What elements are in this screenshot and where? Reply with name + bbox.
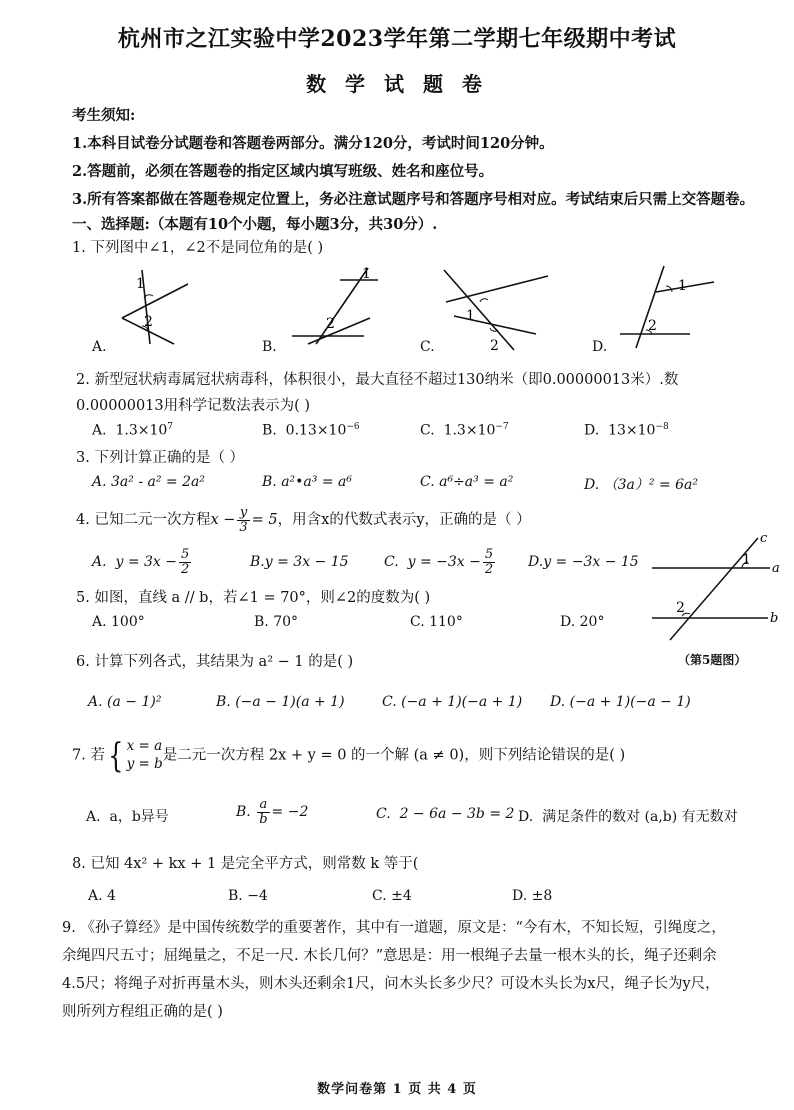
q4-option-d: D.y = −3x − 15 xyxy=(528,554,639,570)
q3-option-c: C. a⁶÷a³ = a² xyxy=(420,474,514,490)
q2-option-a: A. $1.3\times 10^7$ xyxy=(92,422,174,439)
exam-title: 杭州市之江实验中学2023学年第二学期七年级期中考试 xyxy=(117,26,677,52)
q1-figure-b xyxy=(292,266,378,344)
q6-option-d: D. (−a + 1)(−a − 1) xyxy=(550,694,691,710)
notice-item-3: 3.所有答案都做在答题卷规定位置上，务必注意试题序号和答题序号相对应。考试结束后只需上交答题卷。 xyxy=(72,191,755,208)
q9-line-4: 则所列方程组正确的是( ) xyxy=(62,1004,223,1020)
q5-figure xyxy=(648,532,788,644)
q5-figure-caption: （第5题图） xyxy=(678,653,747,667)
q1-figure-a xyxy=(122,270,188,344)
q4-stem: 4. 已知二元一次方程x − $\frac{y}{3}$ = 5，用含x的代数式表示y，正确的是（ ） xyxy=(76,505,531,535)
q1a-label-1: 1 xyxy=(136,276,145,292)
q1-option-a: A. xyxy=(92,339,107,355)
q9-line-3: 4.5尺；将绳子对折再量木头，则木头还剩余1尺，问木头长多少尺？可设木头长为x尺，绳子长为y尺， xyxy=(62,976,720,992)
q6-option-b: B. (−a − 1)(a + 1) xyxy=(216,694,345,710)
q6-option-a: A. (a − 1)² xyxy=(88,694,162,710)
q1a-label-2: 2 xyxy=(144,314,153,330)
q5-stem: 5. 如图，直线 a // b，若∠1 = 70°，则∠2的度数为( ) xyxy=(76,590,431,606)
page-footer: 数学问卷第 1 页 共 4 页 xyxy=(317,1082,477,1097)
q1-figures xyxy=(80,262,720,358)
q7-option-d: D. 满足条件的数对 (a,b) 有无数对 xyxy=(518,809,738,825)
q7-option-b: B. $\frac{a}{b}$ = −2 xyxy=(236,797,309,827)
notice-heading: 考生须知: xyxy=(72,107,136,124)
q8-option-a: A. 4 xyxy=(88,888,116,904)
q8-stem: 8. 已知 4x² + kx + 1 是完全平方式，则常数 k 等于( xyxy=(72,856,419,872)
q2-option-d: D. $13\times 10^{-8}$ xyxy=(584,422,669,439)
q8-option-c: C. ±4 xyxy=(372,888,412,904)
q5-option-b: B. 70° xyxy=(254,614,299,630)
q1-option-b: B. xyxy=(262,339,277,355)
q9-line-1: 9. 《孙子算经》是中国传统数学的重要著作，其中有一道题，原文是：“今有木，不知长短，引绳度之， xyxy=(62,920,726,936)
q1d-label-1: 1 xyxy=(678,278,687,294)
q3-option-d: D. （3a）² = 6a² xyxy=(584,477,698,493)
q6-stem: 6. 计算下列各式，其结果为 a² − 1 的是( ) xyxy=(76,654,354,670)
q8-option-b: B. −4 xyxy=(228,888,268,904)
q2-stem-line2: 0.00000013用科学记数法表示为( ) xyxy=(76,398,311,414)
notice-item-2: 2.答题前，必须在答题卷的指定区域内填写班级、姓名和座位号。 xyxy=(72,163,494,180)
notice-item-1: 1.本科目试卷分试题卷和答题卷两部分。满分120分，考试时间120分钟。 xyxy=(72,135,554,152)
q5-angle-2: 2 xyxy=(676,600,685,616)
q6-option-c: C. (−a + 1)(−a + 1) xyxy=(382,694,523,710)
q4-option-b: B.y = 3x − 15 xyxy=(250,554,349,570)
q1-stem: 1. 下列图中∠1，∠2不是同位角的是( ) xyxy=(72,240,324,256)
q1-option-d: D. xyxy=(592,339,608,355)
q5-option-d: D. 20° xyxy=(560,614,605,630)
q1c-label-1: 1 xyxy=(466,308,475,324)
q7-stem: 7. 若{ x = a y = b是二元一次方程 2x + y = 0 的一个解 (a ≠ 0)，则下列结论错误的是( ) xyxy=(72,735,626,776)
q5-label-b: b xyxy=(770,611,779,626)
q1b-label-2: 2 xyxy=(326,316,335,332)
q1d-label-2: 2 xyxy=(648,318,657,334)
q9-line-2: 余绳四尺五寸；屈绳量之，不足一尺. 木长几何？”意思是：用一根绳子去量一根木头的长，绳子还剩余 xyxy=(62,948,717,964)
q5-label-c: c xyxy=(760,532,768,546)
q2-stem-line1: 2. 新型冠状病毒属冠状病毒科，体积很小，最大直径不超过130纳米（即0.00000013米）.数 xyxy=(76,372,679,388)
q5-option-c: C. 110° xyxy=(410,614,463,630)
q5-angle-1: 1 xyxy=(742,552,751,568)
q2-option-b: B. $0.13\times 10^{-6}$ xyxy=(262,422,360,439)
q3-stem: 3. 下列计算正确的是（ ） xyxy=(76,450,245,466)
q3-option-b: B. a²•a³ = a⁶ xyxy=(262,474,352,490)
q1-option-c: C. xyxy=(420,339,435,355)
q5-label-a: a xyxy=(772,561,780,576)
q1b-label-1: 1 xyxy=(362,266,371,282)
q3-option-a: A. 3a² - a² = 2a² xyxy=(92,474,205,490)
q5-option-a: A. 100° xyxy=(92,614,145,630)
q8-option-d: D. ±8 xyxy=(512,888,553,904)
q1c-label-2: 2 xyxy=(490,338,499,354)
q4-option-a: A. y = 3x − $\frac{5}{2}$ xyxy=(92,547,190,577)
q4-option-c: C. y = −3x − $\frac{5}{2}$ xyxy=(384,547,494,577)
q1-figure-d xyxy=(620,266,714,348)
exam-subtitle: 数 学 试 题 卷 xyxy=(306,72,488,96)
q1-figure-c xyxy=(444,270,548,354)
section-heading: 一、选择题:（本题有10个小题，每小题3分，共30分）. xyxy=(72,216,438,233)
q7-option-c: C. 2 − 6a − 3b = 2 xyxy=(376,806,515,822)
q2-option-c: C. $1.3\times 10^{-7}$ xyxy=(420,422,509,439)
q7-option-a: A. a，b异号 xyxy=(86,809,169,825)
